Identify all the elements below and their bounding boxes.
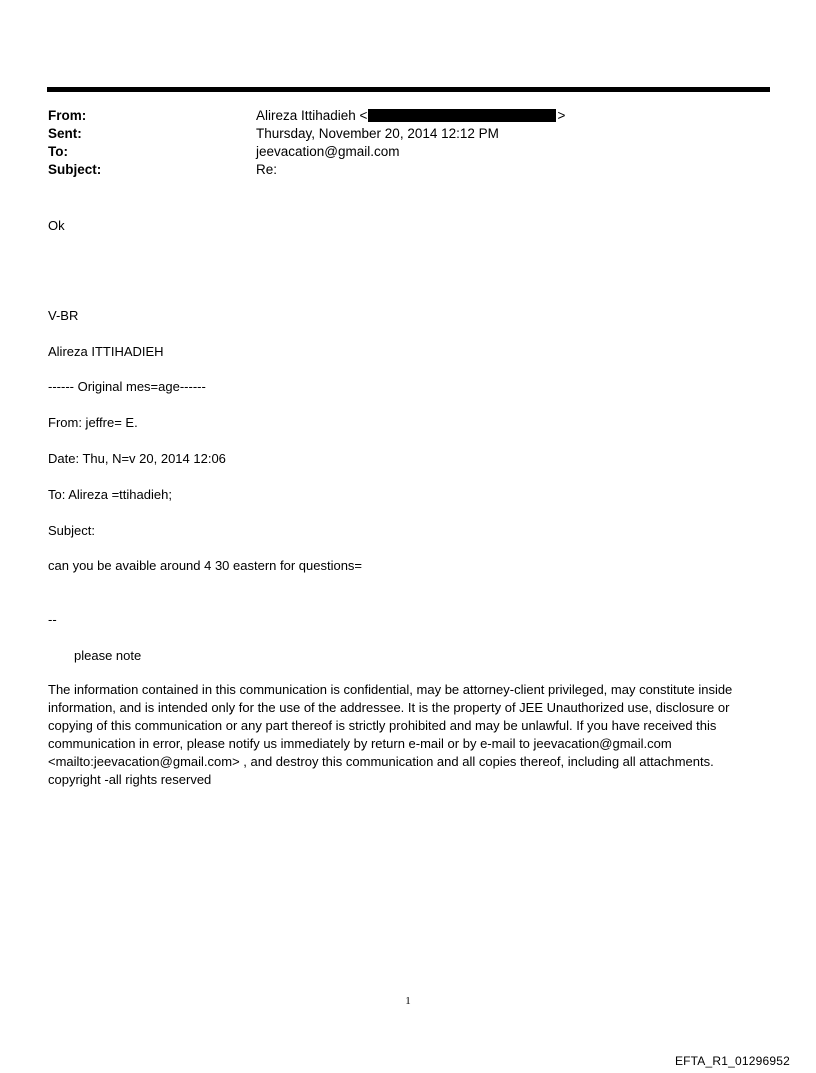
document-id: EFTA_R1_01296952	[674, 1054, 790, 1068]
reply-text: Ok	[48, 218, 65, 233]
from-name: Alireza Ittihadieh <	[256, 108, 368, 123]
from-label: From:	[48, 108, 87, 123]
original-subject: Subject:	[48, 523, 95, 538]
subject-label: Subject:	[48, 162, 102, 177]
subject-value: Re:	[256, 162, 278, 177]
signature-name: Alireza ITTIHADIEH	[48, 344, 164, 359]
sent-value: Thursday, November 20, 2014 12:12 PM	[256, 126, 499, 141]
to-label: To:	[48, 144, 68, 159]
confidentiality-disclaimer: The information contained in this communication is confidential, may be attorney-client privileged, may constitute inside information, and is intended only for the use of the addressee. It is the property of JEE Unauthorized use, disclosure or copying of this communication or any part thereof is strictly prohibited and may be unlawful. If you have received this communication in error, please notify us immediately by return e-mail or by e-mail to jeevacation@gmail.com <mailto:jeevacation@gmail.com> , and destroy this communication and all copies thereof, including all attachments. copyright -all rights reserved	[48, 682, 733, 787]
original-from: From: jeffre= E.	[48, 415, 138, 430]
signoff-text: V-BR	[48, 308, 79, 323]
email-header	[48, 107, 768, 179]
from-row	[48, 107, 768, 125]
from-value	[256, 107, 565, 125]
sent-row	[48, 125, 768, 143]
original-to: To: Alireza =ttihadieh;	[48, 487, 172, 502]
from-close: >	[557, 108, 566, 123]
original-date: Date: Thu, N=v 20, 2014 12:06	[48, 451, 226, 466]
redaction-bar	[368, 109, 556, 122]
subject-row	[48, 161, 768, 179]
original-message-text: can you be avaible around 4 30 eastern for questions=	[48, 558, 363, 573]
original-message-marker: ------ Original mes=age------	[48, 379, 206, 394]
to-value: jeevacation@gmail.com	[256, 144, 400, 159]
signature-separator: --	[48, 612, 57, 627]
page-number: 1	[405, 995, 411, 1007]
note-heading: please note	[74, 648, 142, 663]
sent-label: Sent:	[48, 126, 82, 141]
to-row	[48, 143, 768, 161]
header-rule	[47, 87, 770, 92]
